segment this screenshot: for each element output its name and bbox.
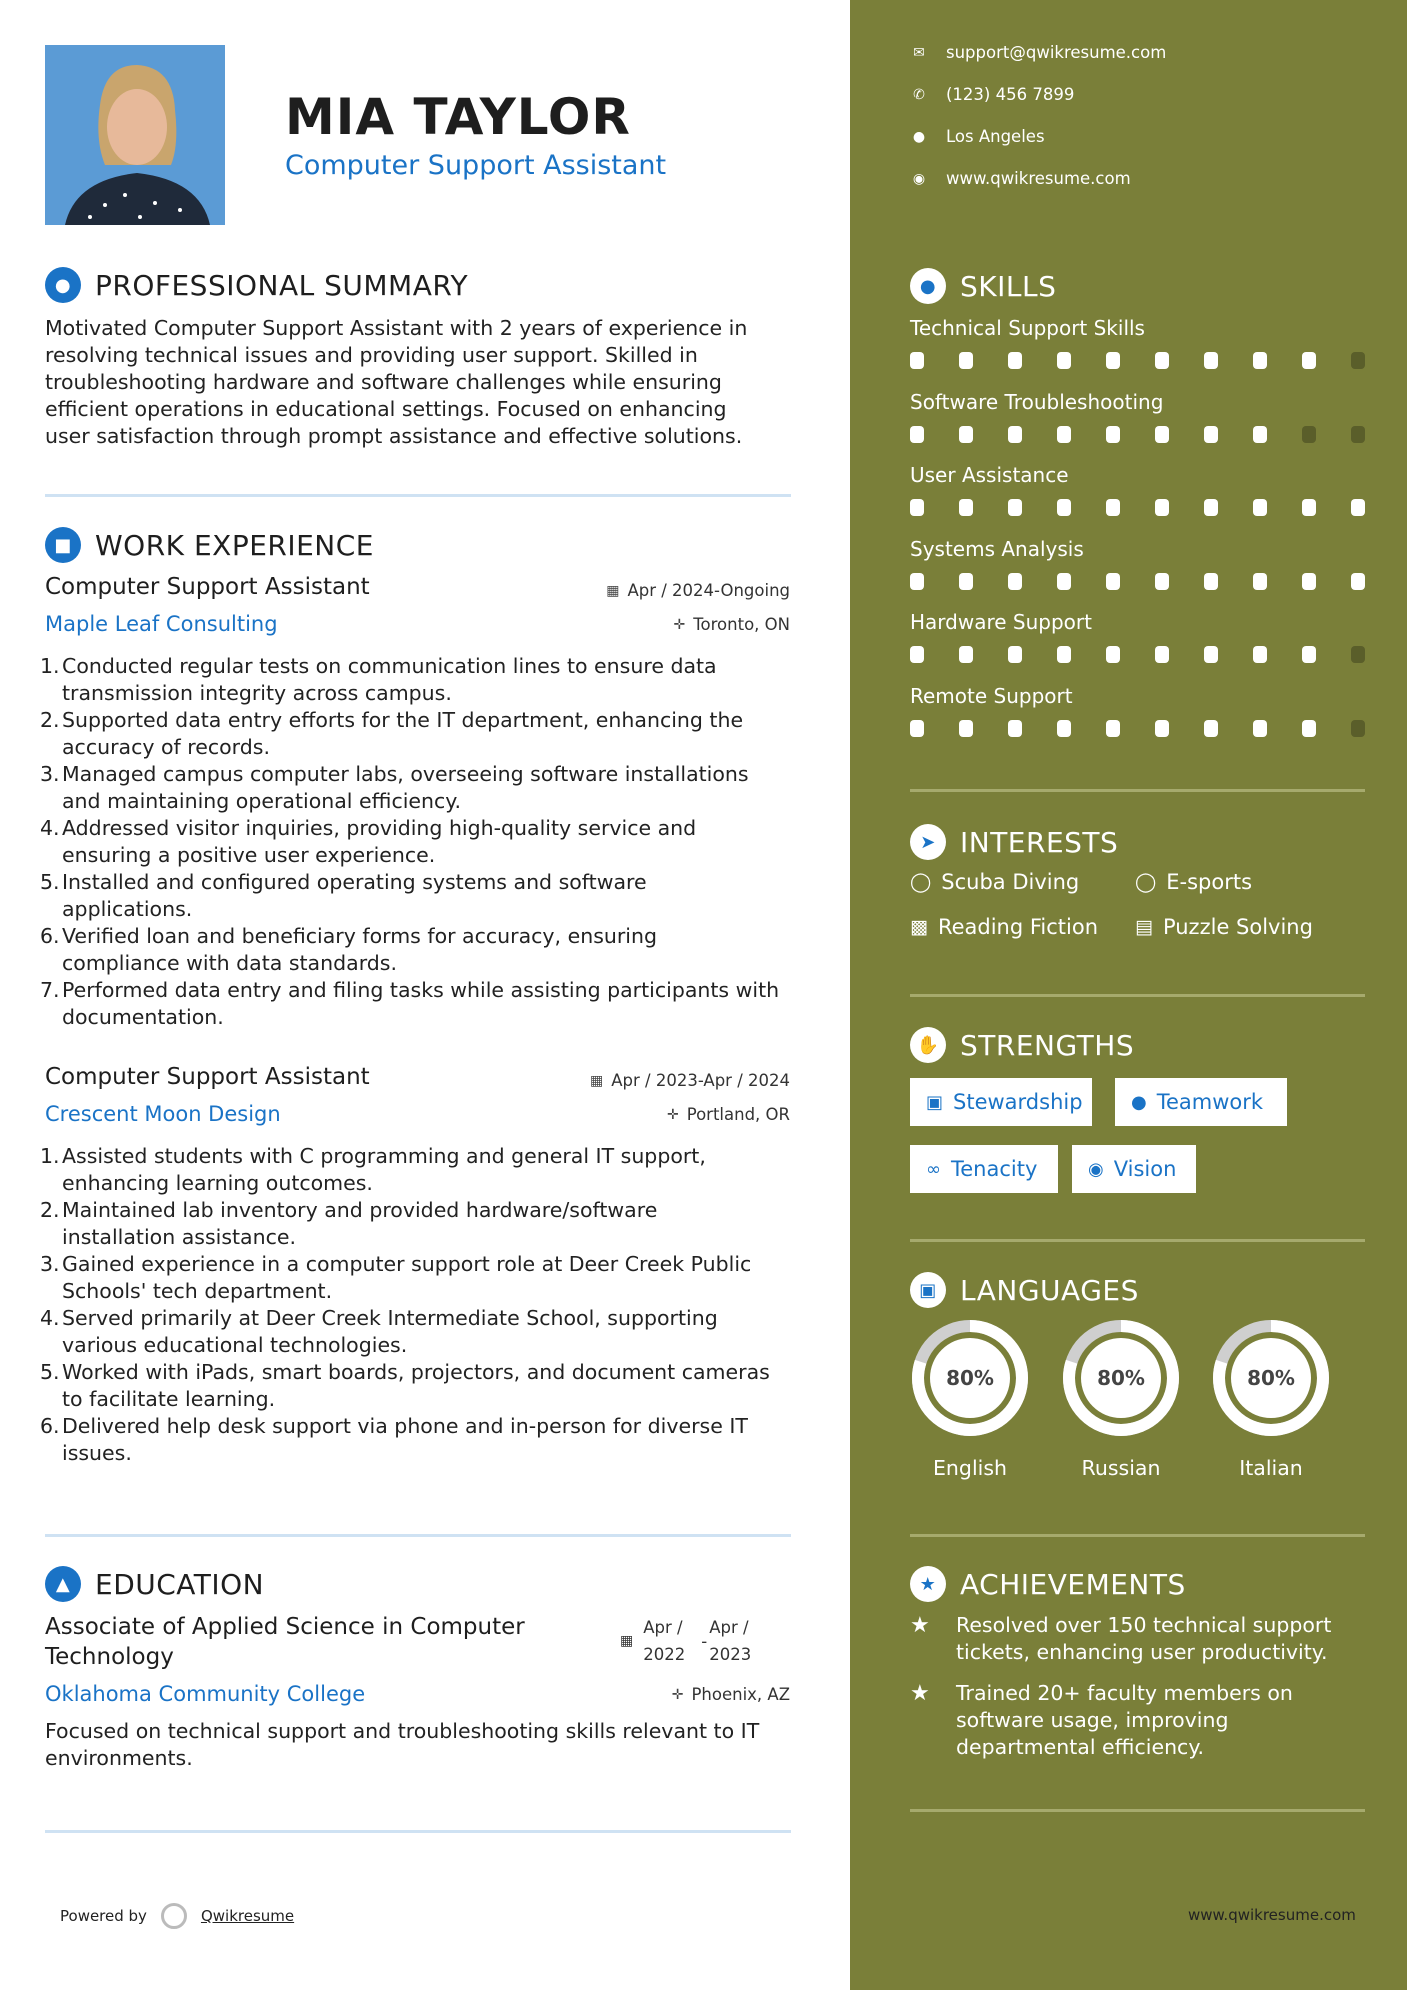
rating-dot [1351, 720, 1365, 737]
rating-dot [1008, 352, 1022, 369]
education-location: ✛ Phoenix, AZ [671, 1685, 790, 1704]
rating-dot [959, 720, 973, 737]
rating-dot [1351, 573, 1365, 590]
rating-dot [1106, 426, 1120, 443]
book-icon: ▤ [1135, 916, 1153, 938]
skill-rating [910, 499, 1365, 516]
candidate-title: Computer Support Assistant [285, 150, 667, 181]
list-item: 5. Installed and configured operating systems and software applications. [40, 870, 647, 921]
star-icon: ★ [910, 1613, 930, 1638]
skill-rating [910, 573, 1365, 590]
rating-dot [1057, 646, 1071, 663]
language-progress-ring [1061, 1318, 1181, 1438]
graduation-icon: ▲ [45, 1566, 81, 1602]
skill-name: Remote Support [910, 683, 1073, 708]
rating-dot [959, 646, 973, 663]
section-divider [45, 494, 791, 497]
language-percent: 80% [946, 1366, 994, 1390]
pin-icon: ✛ [673, 616, 686, 633]
rating-dot [1057, 573, 1071, 590]
list-item: 2. Supported data entry efforts for the IT department, enhancing the accuracy of records. [40, 708, 744, 759]
phone-icon: ✆ [913, 86, 925, 103]
link-icon: ∞ [926, 1158, 941, 1180]
achievement-item: ★ Trained 20+ faculty members on software usage, improving departmental efficiency. [910, 1681, 1293, 1759]
skills-heading: ● SKILLS [910, 268, 1056, 304]
section-divider [45, 1830, 791, 1833]
rating-dot [959, 499, 973, 516]
rating-dot [1155, 352, 1169, 369]
rating-dot [910, 720, 924, 737]
footer-website[interactable]: www.qwikresume.com [1188, 1906, 1356, 1924]
list-item: 4. Served primarily at Deer Creek Intermediate School, supporting various educational technologies. [40, 1306, 718, 1357]
list-item: 1. Assisted students with C programming and general IT support, enhancing learning outcomes. [40, 1144, 706, 1195]
list-item: 1. Conducted regular tests on communication lines to ensure data transmission integrity across campus. [40, 654, 717, 705]
section-divider [910, 994, 1365, 997]
school-name: Oklahoma Community College [45, 1682, 366, 1706]
language-icon: ▣ [910, 1272, 946, 1308]
achievements-heading: ★ ACHIEVEMENTS [910, 1566, 1186, 1602]
section-divider [45, 1534, 791, 1537]
rating-dot [1008, 646, 1022, 663]
language-progress-ring [1211, 1318, 1331, 1438]
language-progress-ring [910, 1318, 1030, 1438]
star-icon: ★ [910, 1681, 930, 1706]
languages-heading: ▣ LANGUAGES [910, 1272, 1139, 1308]
language-percent: 80% [1247, 1366, 1295, 1390]
rating-dot [1204, 646, 1218, 663]
rating-dot [959, 426, 973, 443]
language-percent: 80% [1097, 1366, 1145, 1390]
qwikresume-logo-icon [161, 1903, 187, 1929]
rating-dot [959, 352, 973, 369]
fist-icon: ✋ [910, 1027, 946, 1063]
skill-name: Software Troubleshooting [910, 389, 1164, 414]
section-divider [910, 789, 1365, 792]
rating-dot [1253, 499, 1267, 516]
rating-dot [1204, 720, 1218, 737]
rating-dot [1008, 573, 1022, 590]
summary-heading: ● PROFESSIONAL SUMMARY [45, 267, 468, 303]
rating-dot [1253, 720, 1267, 737]
briefcase-icon: ▣ [926, 1091, 944, 1113]
rating-dot [1351, 499, 1365, 516]
rating-dot [1351, 646, 1365, 663]
envelope-icon: ✉ [913, 44, 925, 61]
star-badge-icon: ★ [910, 1566, 946, 1602]
language-item [1211, 1318, 1331, 1480]
strength-badge: ▣ Stewardship [910, 1078, 1092, 1126]
rating-dot [1253, 426, 1267, 443]
interest-item: ▤ Puzzle Solving [1135, 915, 1313, 939]
lightbulb-icon: ● [910, 268, 946, 304]
rating-dot [910, 426, 924, 443]
rating-dot [1057, 352, 1071, 369]
language-name: Italian [1239, 1456, 1303, 1480]
rating-dot [1351, 426, 1365, 443]
rating-dot [1302, 646, 1316, 663]
rating-dot [1155, 426, 1169, 443]
calendar-icon: ▦ [620, 1633, 634, 1649]
pin-icon: ✛ [671, 1686, 684, 1703]
rating-dot [1302, 720, 1316, 737]
degree-title: Associate of Applied Science in Computer Technology [45, 1614, 525, 1670]
skill-rating [910, 646, 1365, 663]
skill-name: Hardware Support [910, 610, 1092, 634]
achievement-item: ★ Resolved over 150 technical support tickets, enhancing user productivity. [910, 1613, 1332, 1664]
education-date: ▦ Apr / 2022 - Apr / 2023 [620, 1618, 752, 1664]
rating-dot [910, 646, 924, 663]
rating-dot [1057, 720, 1071, 737]
list-item: 7. Performed data entry and filing tasks while assisting participants with documentation. [40, 978, 780, 1029]
rating-dot [1106, 352, 1120, 369]
list-item: 5. Worked with iPads, smart boards, projectors, and document cameras to facilitate learning. [40, 1360, 770, 1411]
rating-dot [959, 573, 973, 590]
rating-dot [1155, 646, 1169, 663]
section-divider [910, 1809, 1365, 1812]
job-location: ✛ Toronto, ON [673, 615, 790, 634]
rating-dot [1008, 499, 1022, 516]
education-heading: ▲ EDUCATION [45, 1566, 264, 1602]
globe-icon: ◉ [912, 170, 926, 187]
rating-dot [1106, 499, 1120, 516]
rating-dot [1155, 720, 1169, 737]
users-icon: ● [1131, 1091, 1147, 1113]
rating-dot [1253, 646, 1267, 663]
rating-dot [1106, 646, 1120, 663]
strength-badge: ◉ Vision [1072, 1145, 1196, 1193]
rating-dot [1008, 720, 1022, 737]
list-item: 4. Addressed visitor inquiries, providing high-quality service and ensuring a positive user experience. [40, 816, 697, 867]
rating-dot [1302, 499, 1316, 516]
pin-icon: ✛ [666, 1106, 679, 1123]
job-date: ▦ Apr / 2023-Apr / 2024 [590, 1071, 790, 1090]
rating-dot [1106, 720, 1120, 737]
skill-name: Technical Support Skills [910, 316, 1145, 340]
lifebuoy-icon: ◯ [1135, 871, 1157, 893]
skill-name: Systems Analysis [910, 536, 1084, 561]
qwikresume-link[interactable]: Qwikresume [200, 1907, 295, 1925]
skill-rating [910, 426, 1365, 443]
gamepad-icon: ▩ [910, 916, 928, 938]
lifebuoy-icon: ◯ [910, 871, 932, 893]
rating-dot [1106, 573, 1120, 590]
interests-heading: ➤ INTERESTS [910, 824, 1118, 860]
contact-location: ● Los Angeles [910, 127, 1045, 146]
section-divider [910, 1239, 1365, 1242]
skill-name: User Assistance [910, 463, 1069, 487]
calendar-icon: ▦ [590, 1072, 604, 1089]
job-company: Maple Leaf Consulting [45, 612, 278, 636]
rating-dot [910, 499, 924, 516]
language-item [910, 1318, 1030, 1480]
map-marker-icon: ● [912, 128, 926, 145]
job-company: Crescent Moon Design [45, 1102, 281, 1126]
list-item: 6. Delivered help desk support via phone and in-person for diverse IT issues. [40, 1414, 748, 1465]
rating-dot [1253, 573, 1267, 590]
rating-dot [1057, 426, 1071, 443]
rating-dot [1302, 573, 1316, 590]
contact-phone: ✆ (123) 456 7899 [910, 85, 1074, 104]
rating-dot [1155, 499, 1169, 516]
rating-dot [1302, 426, 1316, 443]
skill-rating [910, 720, 1365, 737]
profile-photo [45, 45, 225, 225]
rating-dot [1351, 352, 1365, 369]
language-item [1061, 1318, 1181, 1480]
experience-heading: ■ WORK EXPERIENCE [45, 527, 374, 563]
strength-badge: ∞ Tenacity [910, 1145, 1058, 1193]
powered-by: Powered by Qwikresume [60, 1903, 294, 1929]
rating-dot [1155, 573, 1169, 590]
candidate-name: MIA TAYLOR [285, 88, 631, 146]
contact-website[interactable]: ◉ www.qwikresume.com [910, 169, 1131, 188]
briefcase-user-icon: ■ [45, 527, 81, 563]
skill-rating [910, 352, 1365, 369]
rating-dot [1302, 352, 1316, 369]
strengths-heading: ✋ STRENGTHS [910, 1027, 1134, 1063]
binoculars-icon: ◉ [1088, 1158, 1104, 1180]
section-divider [910, 1534, 1365, 1537]
interest-item: ◯ E-sports [1135, 870, 1253, 894]
job-bullets [40, 653, 822, 1031]
rating-dot [1204, 499, 1218, 516]
job-bullets [40, 1143, 822, 1467]
rating-dot [1253, 352, 1267, 369]
list-item: 3. Managed campus computer labs, overseeing software installations and maintaining operational efficiency. [40, 762, 749, 813]
job-date: ▦ Apr / 2024-Ongoing [606, 581, 790, 600]
job-title: Computer Support Assistant [45, 574, 370, 600]
rating-dot [910, 573, 924, 590]
list-item: 6. Verified loan and beneficiary forms for accuracy, ensuring compliance with data standards. [40, 924, 657, 975]
rating-dot [1057, 499, 1071, 516]
contact-email[interactable]: ✉ support@qwikresume.com [910, 43, 1166, 62]
language-name: Russian [1081, 1456, 1161, 1480]
user-icon: ● [45, 267, 81, 303]
strength-badge: ● Teamwork [1115, 1078, 1287, 1126]
calendar-icon: ▦ [606, 582, 620, 599]
rating-dot [1008, 426, 1022, 443]
language-name: English [932, 1456, 1008, 1480]
paper-plane-icon: ➤ [910, 824, 946, 860]
interest-item: ▩ Reading Fiction [910, 915, 1099, 939]
job-location: ✛ Portland, OR [666, 1105, 790, 1124]
list-item: 2. Maintained lab inventory and provided hardware/software installation assistance. [40, 1198, 658, 1249]
education-description: Focused on technical support and troubleshooting skills relevant to IT environments. [45, 1719, 760, 1770]
rating-dot [1204, 426, 1218, 443]
rating-dot [910, 352, 924, 369]
list-item: 3. Gained experience in a computer support role at Deer Creek Public Schools' tech department. [40, 1252, 752, 1303]
job-title: Computer Support Assistant [45, 1064, 370, 1090]
interest-item: ◯ Scuba Diving [910, 870, 1080, 894]
rating-dot [1204, 573, 1218, 590]
rating-dot [1204, 352, 1218, 369]
summary-text: Motivated Computer Support Assistant with 2 years of experience in resolving technical issues and providing user support. Skilled in troubleshooting hardware and software challenges while ensuring efficient operations in educational settings. Focused on enhancing user satisfaction through prompt assistance and effective solutions. [45, 316, 748, 448]
